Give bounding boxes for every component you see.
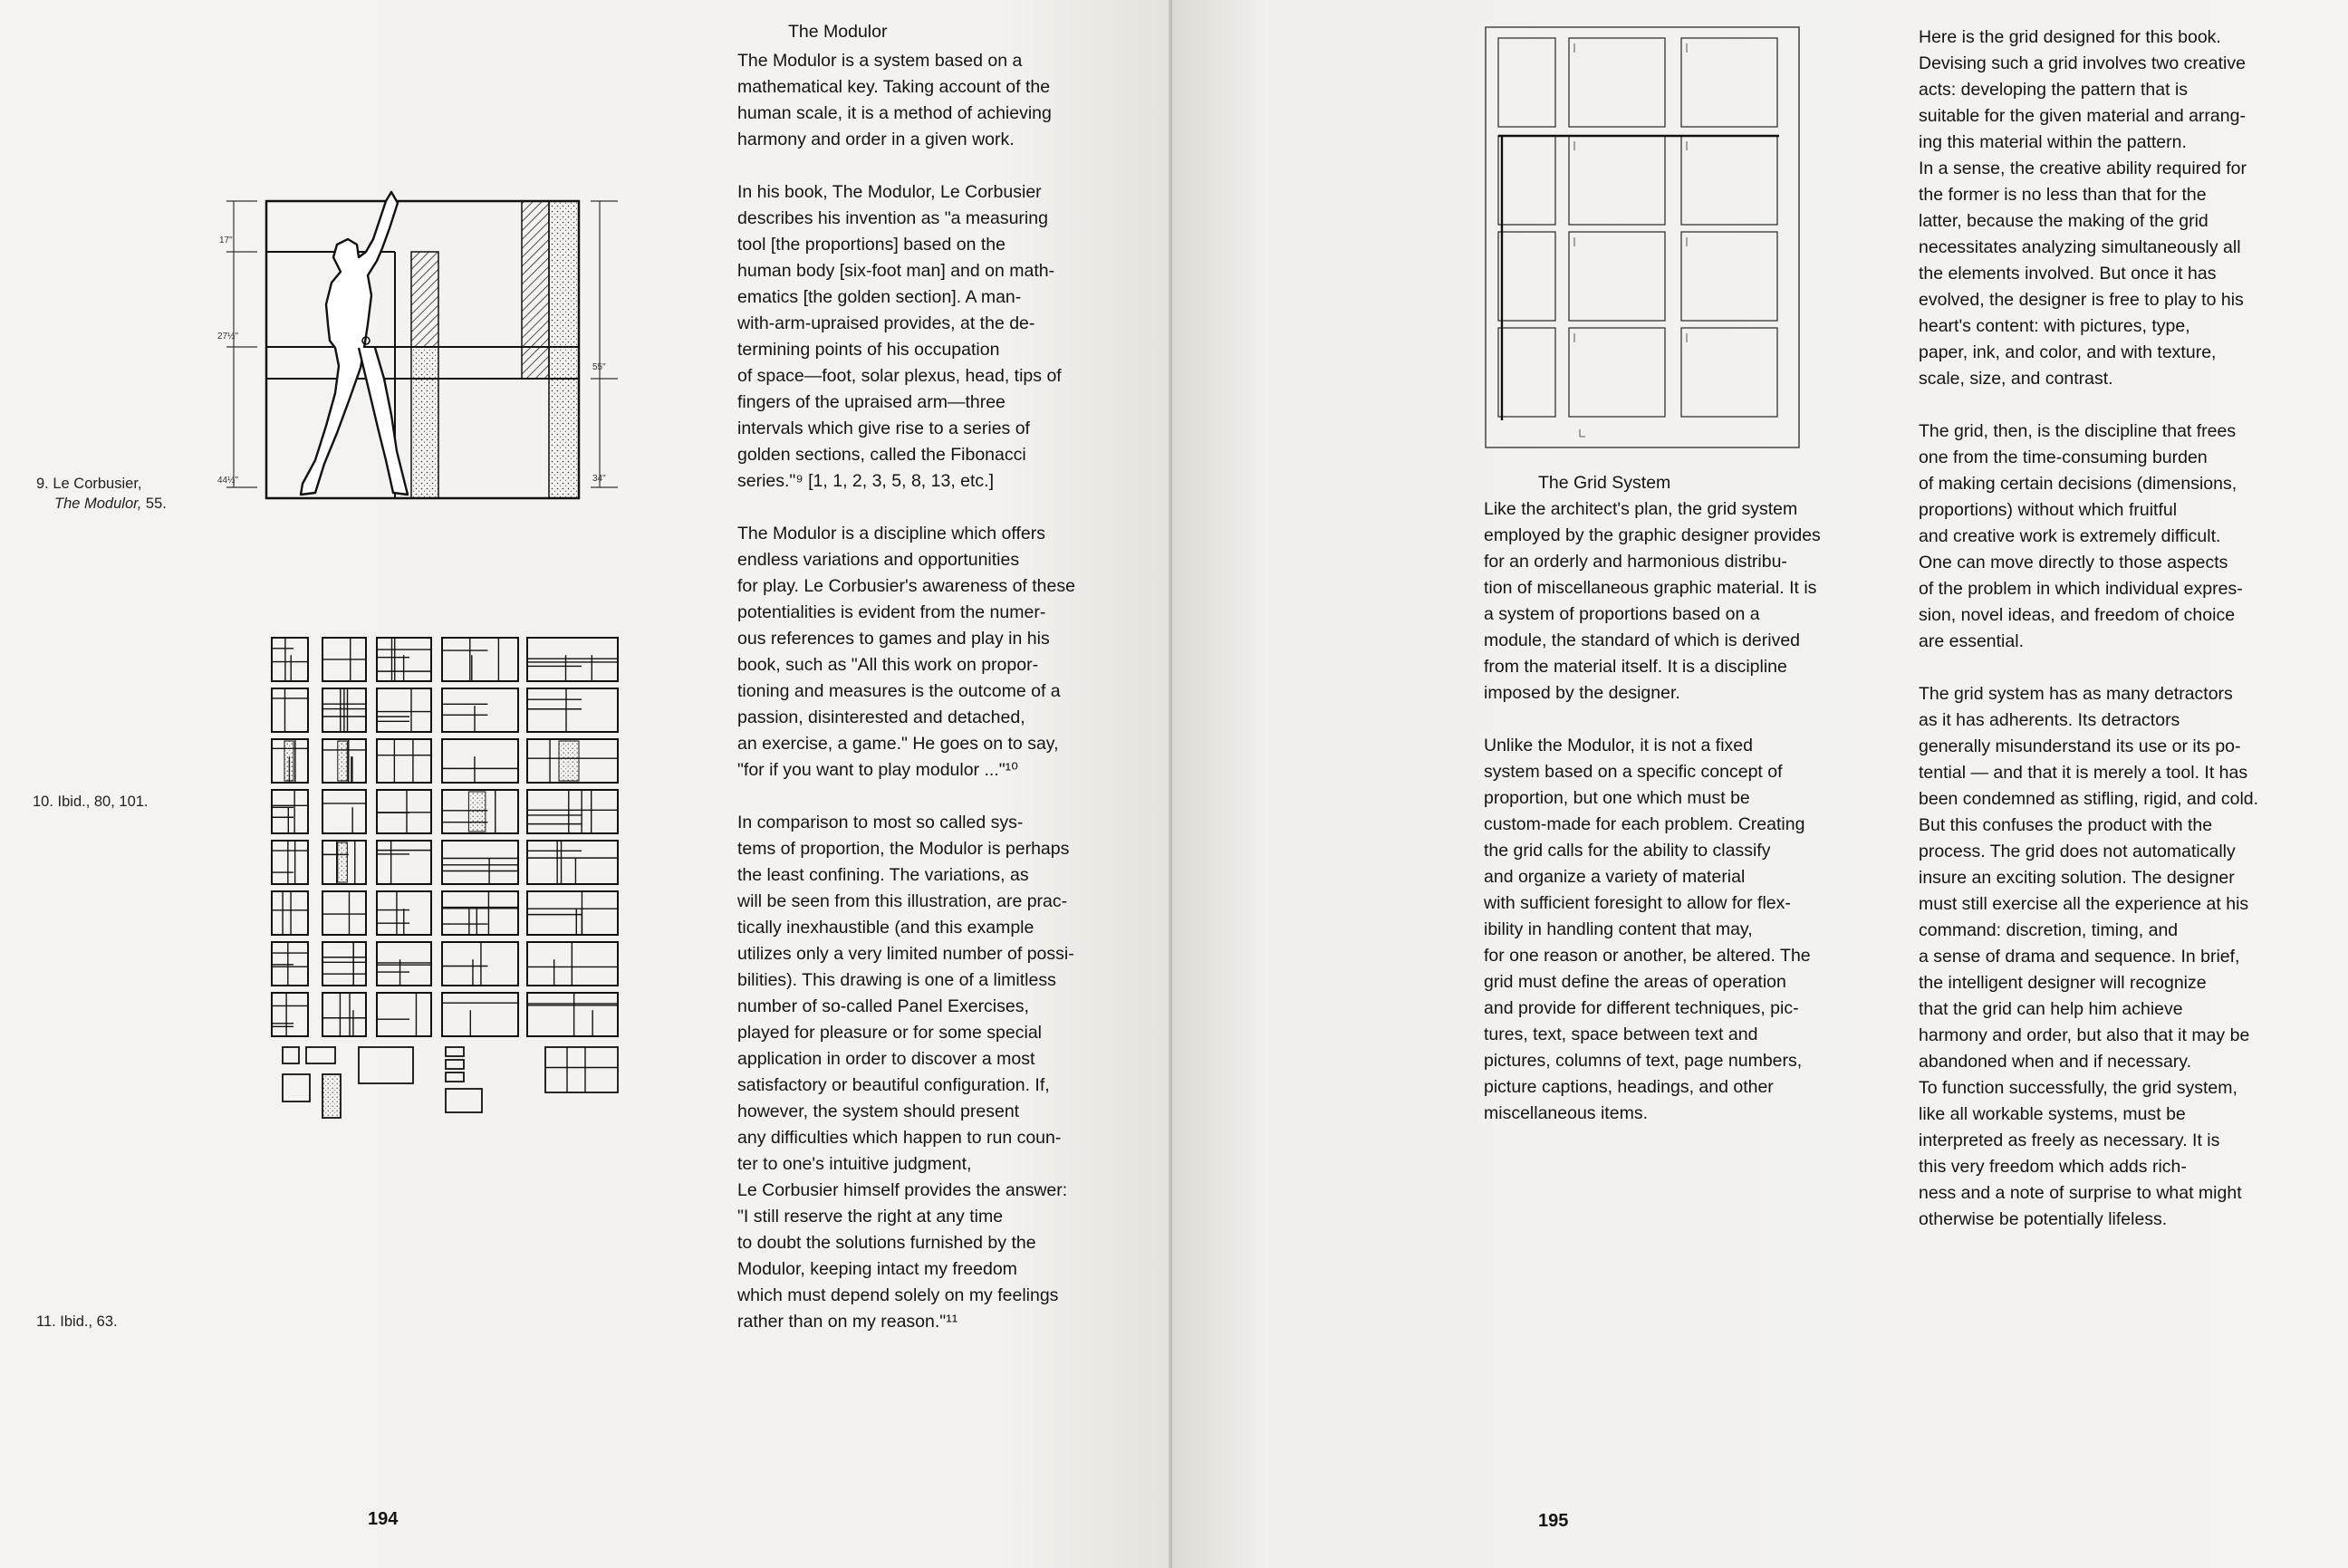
panel-exercise	[377, 841, 431, 884]
text-line: the former is no less than that for the	[1919, 185, 2207, 205]
panel-exercise	[272, 688, 308, 732]
text-line: however, the system should present	[737, 1101, 1020, 1121]
text-line: utilizes only a very limited number of possi-	[737, 944, 1074, 964]
panel-exercise	[377, 993, 431, 1036]
footnote-9-page: 55.	[145, 495, 167, 512]
paragraph	[1919, 681, 2258, 1233]
panel-exercise	[322, 993, 366, 1036]
text-line: But this confuses the product with the	[1919, 815, 2213, 835]
panel-exercise	[322, 638, 366, 681]
text-line: an exercise, a game." He goes on to say,	[737, 734, 1059, 754]
text-line: for play. Le Corbusier's awareness of these	[737, 576, 1075, 596]
text-line: human scale, it is a method of achieving	[737, 103, 1052, 123]
panel-exercise	[272, 942, 308, 986]
grid-margin-lines	[1498, 136, 1779, 420]
text-line: from the material itself. It is a discipline	[1484, 657, 1787, 677]
loose-panel	[446, 1060, 464, 1069]
text-line: for an orderly and harmonious distribu-	[1484, 552, 1787, 572]
grid-text-column-2	[1919, 24, 2258, 1233]
text-line: a system of proportions based on a	[1484, 604, 1760, 624]
text-line: ibility in handling content that may,	[1484, 919, 1753, 939]
text-line: which must depend solely on my feelings	[737, 1285, 1059, 1305]
text-line: intervals which give rise to a series of	[737, 418, 1030, 438]
paragraph	[1919, 418, 2258, 655]
text-line: harmony and order in a given work.	[737, 130, 1015, 149]
footnote-11: 11. Ibid., 63.	[36, 1313, 118, 1330]
text-line: ous references to games and play in his	[737, 629, 1050, 649]
text-line: tential — and that it is merely a tool. It has	[1919, 763, 2248, 783]
text-line: evolved, the designer is free to play to his	[1919, 290, 2244, 310]
paragraph	[1919, 24, 2258, 392]
text-line: the grid calls for the ability to classify	[1484, 841, 1771, 861]
dimension-line-right	[591, 201, 618, 487]
text-line: pictures, columns of text, page numbers,	[1484, 1051, 1803, 1071]
panel-exercise	[322, 688, 366, 732]
footnote-9-source	[36, 494, 167, 514]
text-line: the elements involved. But once it has	[1919, 264, 2217, 284]
panel-exercise	[442, 688, 518, 732]
text-line: ness and a note of surprise to what might	[1919, 1183, 2242, 1203]
text-line: Le Corbusier himself provides the answer:	[737, 1180, 1068, 1200]
left-page	[0, 0, 1172, 1568]
text-line: describes his invention as "a measuring	[737, 208, 1048, 228]
panel-exercise	[377, 739, 431, 783]
text-line: are essential.	[1919, 631, 2024, 651]
panel-exercise	[442, 739, 518, 783]
panel-exercise	[527, 841, 618, 884]
text-line: rather than on my reason."¹¹	[737, 1312, 958, 1332]
panel-exercise	[377, 942, 431, 986]
text-line: "I still reserve the right at any time	[737, 1207, 1004, 1227]
text-line: In his book, The Modulor, Le Corbusier	[737, 182, 1042, 202]
text-line: the least confining. The variations, as	[737, 865, 1029, 885]
dim-label: 55"	[592, 362, 606, 372]
text-line: of making certain decisions (dimensions,	[1919, 474, 2237, 494]
paragraph	[737, 521, 1075, 784]
text-line: as it has adherents. Its detractors	[1919, 710, 2180, 730]
paragraph	[1484, 733, 1821, 1127]
panel-exercise	[527, 638, 618, 681]
grid-system-heading: The Grid System	[1538, 473, 1671, 493]
panel-exercise	[442, 993, 518, 1036]
modulor-figure	[214, 188, 630, 515]
text-line: Modulor, keeping intact my freedom	[737, 1259, 1017, 1279]
text-line: interpreted as freely as necessary. It is	[1919, 1130, 2220, 1150]
dim-label: 34"	[592, 474, 606, 484]
text-line: system based on a specific concept of	[1484, 762, 1783, 782]
text-line: The Modulor is a system based on a	[737, 51, 1023, 71]
loose-panel	[446, 1073, 464, 1082]
text-line: for one reason or another, be altered. The	[1484, 946, 1811, 966]
panel-exercise	[322, 891, 366, 935]
panel-exercise	[527, 942, 618, 986]
panel-exercise	[377, 891, 431, 935]
text-line: paper, ink, and color, and with texture,	[1919, 342, 2217, 362]
panel-exercise	[322, 790, 366, 833]
grid-page-outline	[1486, 27, 1799, 447]
footnote-9-label: 9. Le Corbusier,	[36, 476, 142, 492]
text-line: insure an exciting solution. The designer	[1919, 868, 2235, 888]
text-line: tool [the proportions] based on the	[737, 235, 1006, 255]
page-number-right: 195	[1538, 1511, 1569, 1531]
text-line: series."⁹ [1, 1, 2, 3, 5, 8, 13, etc.]	[737, 471, 994, 491]
text-line: satisfactory or beautiful configuration. If,	[737, 1075, 1050, 1095]
text-line: One can move directly to those aspects	[1919, 553, 2228, 572]
text-line: tion of miscellaneous graphic material. It is	[1484, 578, 1817, 598]
panel-exercise	[272, 739, 308, 783]
text-line: ter to one's intuitive judgment,	[737, 1154, 972, 1174]
text-line: heart's content: with pictures, type,	[1919, 316, 2190, 336]
loose-panel	[283, 1047, 299, 1063]
panel-exercise	[272, 638, 308, 681]
text-line: process. The grid does not automatically	[1919, 842, 2236, 861]
text-line: grid must define the areas of operation	[1484, 972, 1786, 992]
panel-exercise	[527, 993, 618, 1036]
book-grid-diagram	[1484, 25, 1801, 451]
text-line: The grid system has as many detractors	[1919, 684, 2233, 704]
panel-exercise	[377, 638, 431, 681]
text-line: human body [six-foot man] and on math-	[737, 261, 1055, 281]
text-line: tures, text, space between text and	[1484, 1024, 1758, 1044]
panel-exercise	[377, 790, 431, 833]
text-line: will be seen from this illustration, are prac-	[737, 891, 1068, 911]
loose-panel	[359, 1047, 413, 1083]
text-line: abandoned when and if necessary.	[1919, 1052, 2192, 1072]
text-line: one from the time-consuming burden	[1919, 447, 2208, 467]
page-number-left: 194	[368, 1509, 399, 1529]
panel-exercise	[527, 891, 618, 935]
paragraph	[737, 179, 1075, 495]
text-line: In a sense, the creative ability required for	[1919, 159, 2247, 178]
text-line: of the problem in which individual expres-	[1919, 579, 2243, 599]
footnote-9	[36, 474, 167, 514]
text-line: tioning and measures is the outcome of a	[737, 681, 1061, 701]
text-line: like all workable systems, must be	[1919, 1104, 2186, 1124]
dim-label: 44½"	[217, 476, 239, 486]
text-line: proportion, but one which must be	[1484, 788, 1750, 808]
text-line: module, the standard of which is derived	[1484, 630, 1801, 650]
panel-exercise	[322, 942, 366, 986]
footnote-10: 10. Ibid., 80, 101.	[33, 794, 149, 810]
text-line: the intelligent designer will recognize	[1919, 973, 2207, 993]
text-line: ing this material within the pattern.	[1919, 132, 2187, 152]
text-line: proportions) without which fruitful	[1919, 500, 2178, 520]
panel-exercise	[322, 739, 366, 783]
dim-label: 17"	[219, 236, 233, 245]
text-line: suitable for the given material and arrang-	[1919, 106, 2246, 126]
panel-exercise	[442, 841, 518, 884]
text-line: harmony and order, but also that it may be	[1919, 1025, 2250, 1045]
text-line: endless variations and opportunities	[737, 550, 1020, 570]
panel-exercise	[322, 841, 366, 884]
panel-exercise	[527, 739, 618, 783]
text-line: and provide for different techniques, pic-	[1484, 998, 1799, 1018]
panel-exercise	[272, 891, 308, 935]
text-line: to doubt the solutions furnished by the	[737, 1233, 1036, 1253]
panel-exercise	[377, 688, 431, 732]
text-line: application in order to discover a most	[737, 1049, 1035, 1069]
text-line: with-arm-upraised provides, at the de-	[737, 313, 1035, 333]
text-line: bilities). This drawing is one of a limitless	[737, 970, 1056, 990]
paragraph	[737, 810, 1075, 1335]
grid-text-column-1	[1484, 496, 1821, 1127]
text-line: employed by the graphic designer provides	[1484, 525, 1821, 545]
panel-exercise	[442, 790, 518, 833]
panel-exercise	[442, 638, 518, 681]
loose-panel	[306, 1047, 335, 1063]
panel-exercise	[527, 688, 618, 732]
text-line: generally misunderstand its use or its po-	[1919, 736, 2241, 756]
loose-panel	[545, 1047, 618, 1092]
panel-exercise	[527, 790, 618, 833]
panel-exercises-figure	[268, 634, 621, 1132]
grid-fields	[1498, 38, 1777, 417]
text-line: with sufficient foresight to allow for flex-	[1484, 893, 1791, 913]
text-line: latter, because the making of the grid	[1919, 211, 2208, 231]
text-line: that the grid can help him achieve	[1919, 999, 2183, 1019]
text-line: tically inexhaustible (and this example	[737, 918, 1034, 938]
footnote-9-title: The Modulor,	[54, 495, 142, 512]
panel-exercise	[272, 993, 308, 1036]
text-line: Here is the grid designed for this book.	[1919, 27, 2221, 47]
text-line: otherwise be potentially lifeless.	[1919, 1209, 2168, 1229]
text-line: and creative work is extremely difficult.	[1919, 526, 2221, 546]
text-line: potentialities is evident from the numer-	[737, 602, 1046, 622]
paragraph	[1484, 496, 1821, 707]
text-line: Like the architect's plan, the grid system	[1484, 499, 1798, 519]
paragraph	[737, 48, 1075, 153]
panel-exercise	[272, 790, 308, 833]
right-page	[1172, 0, 2348, 1568]
text-line: In comparison to most so called sys-	[737, 813, 1024, 832]
text-line: this very freedom which adds rich-	[1919, 1157, 2187, 1177]
loose-panel	[322, 1074, 341, 1118]
text-line: miscellaneous items.	[1484, 1103, 1648, 1123]
text-line: of space—foot, solar plexus, head, tips of	[737, 366, 1062, 386]
text-line: fingers of the upraised arm—three	[737, 392, 1006, 412]
text-line: The grid, then, is the discipline that frees	[1919, 421, 2237, 441]
text-line: To function successfully, the grid system,	[1919, 1078, 2237, 1098]
dim-label: 27½"	[217, 332, 239, 341]
text-line: book, such as "All this work on propor-	[737, 655, 1039, 675]
text-line: Unlike the Modulor, it is not a fixed	[1484, 736, 1753, 755]
text-line: picture captions, headings, and other	[1484, 1077, 1774, 1097]
text-line: termining points of his occupation	[737, 340, 1000, 360]
modulor-text-column	[737, 48, 1075, 1335]
text-line: must still exercise all the experience at his	[1919, 894, 2249, 914]
text-line: scale, size, and contrast.	[1919, 369, 2113, 389]
text-line: necessitates analyzing simultaneously all	[1919, 237, 2241, 257]
panel-exercise	[272, 841, 308, 884]
text-line: acts: developing the pattern that is	[1919, 80, 2189, 100]
grid-ticks	[1574, 43, 1687, 437]
text-line: number of so-called Panel Exercises,	[737, 996, 1029, 1016]
text-line: "for if you want to play modulor ..."¹⁰	[737, 760, 1018, 780]
panel-exercise	[442, 891, 518, 935]
text-line: mathematical key. Taking account of the	[737, 77, 1051, 97]
loose-panel	[446, 1047, 464, 1056]
text-line: and organize a variety of material	[1484, 867, 1746, 887]
text-line: tems of proportion, the Modulor is perhaps	[737, 839, 1070, 859]
modulor-heading: The Modulor	[788, 22, 888, 42]
text-line: imposed by the designer.	[1484, 683, 1680, 703]
text-line: a sense of drama and sequence. In brief,	[1919, 947, 2240, 967]
text-line: custom-made for each problem. Creating	[1484, 814, 1805, 834]
text-line: The Modulor is a discipline which offers	[737, 524, 1045, 544]
text-line: been condemned as stifling, rigid, and cold.	[1919, 789, 2259, 809]
text-line: any difficulties which happen to run coun-	[737, 1128, 1062, 1148]
text-line: passion, disinterested and detached,	[737, 707, 1025, 727]
panel-exercise	[442, 942, 518, 986]
loose-panel	[283, 1074, 310, 1101]
text-line: played for pleasure or for some special	[737, 1023, 1043, 1043]
text-line: command: discretion, timing, and	[1919, 920, 2179, 940]
text-line: sion, novel ideas, and freedom of choice	[1919, 605, 2236, 625]
loose-panel	[446, 1089, 482, 1112]
text-line: golden sections, called the Fibonacci	[737, 445, 1026, 465]
text-line: ematics [the golden section]. A man-	[737, 287, 1022, 307]
text-line: Devising such a grid involves two creative	[1919, 53, 2246, 73]
